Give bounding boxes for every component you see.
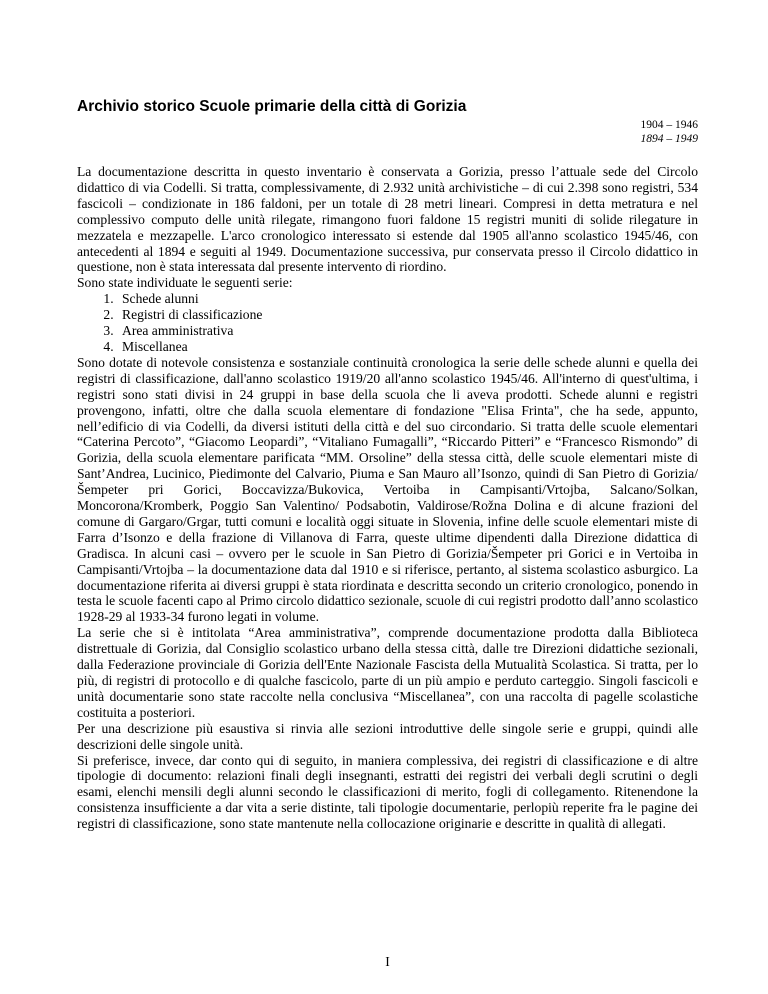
paragraph-area-amministrativa: La serie che si è intitolata “Area amministrativa”, comprende documentazione prodotta dalla Biblioteca distrettuale di Gorizia, dal Consiglio scolastico urbano della stessa città, dalle tre Direzioni didattiche sezionali, dalla Federazione provinciale di Gorizia dell'Ente Nazionale Fascista della Mutualità Scolastica. Si tratta, per lo più, di registri di protocollo e di qualche fascicolo, parte di un più ampio e perduto carteggio. Singoli fascicoli e unità documentarie sono state raccolte nella conclusiva “Miscellanea”, con una raccolta di pagelle scolastiche costituita a posteriori.	[77, 625, 698, 720]
series-item-area-amministrativa: 3. Area amministrativa	[117, 323, 698, 339]
series-item-schede-alunni: 1. Schede alunni	[117, 291, 698, 307]
series-item-miscellanea: 4. Miscellanea	[117, 339, 698, 355]
paragraph-rinvio: Per una descrizione più esaustiva si rinvia alle sezioni introduttive delle singole serie e gruppi, quindi alle descrizioni delle singole unità.	[77, 720, 698, 752]
series-list	[77, 291, 698, 355]
date-range-primary: 1904 – 1946	[640, 119, 698, 131]
document-body	[77, 164, 698, 832]
paragraph-series-intro: Sono state individuate le seguenti serie:	[77, 275, 293, 291]
paragraph-allegati: Si preferisce, invece, dar conto qui di seguito, in maniera complessiva, dei registri di classificazione e di altre tipologie di documento: relazioni finali degli insegnanti, estratti dei registri dei verbali degli scrutini o degli esami, elenchi mensili degli alunni secondo le classificazioni di merito, fogli di collegamento. Ritenendone la consistenza insufficiente a dar vita a serie distinte, tali tipologie documentarie, perlopiù reperite fra le pagine dei registri di classificazione, sono state mantenute nella collocazione originarie e descritte in qualità di allegati.	[77, 752, 698, 832]
series-item-registri-classificazione: 2. Registri di classificazione	[117, 307, 698, 323]
document-page	[77, 0, 698, 994]
page-number: I	[385, 954, 390, 969]
paragraph-schede-registri: Sono dotate di notevole consistenza e sostanziale continuità cronologica la serie delle schede alunni e quella dei registri di classificazione, dall'anno scolastico 1919/20 all'anno scolastico 1945/46. All'interno di quest'ultima, i registri sono stati divisi in 24 gruppi in base della scuola che li aveva prodotti. Schede alunni e registri provengono, infatti, oltre che dalla scuola elementare di fondazione "Elisa Frinta", che ha sede, appunto, nell’edificio di via Codelli, da diversi istituti della città e del suo circondario. Si tratta delle scuole elementari “Caterina Percoto”, “Giacomo Leopardi”, “Vitaliano Fumagalli”, “Riccardo Pitteri” e “Francesco Rismondo” di Gorizia, della scuola elementare parificata “MM. Orsoline” della stessa città, delle scuole elementari miste di Sant’Andrea, Lucinico, Piedimonte del Calvario, Piuma e San Mauro all’Isonzo, quindi di San Pietro di Gorizia/Šempeter pri Gorici, Boccavizza/Bukovica, Vertoiba in Campisanti/Vrtojba, Salcano/Solkan, Moncorona/Kromberk, Poggio San Valentino/ Podsabotin, Valdirose/Rožna Dolina e di alcune frazioni del comune di Gargaro/Grgar, tutti comuni e località oggi situate in Slovenia, infine delle scuole elementari miste di Farra d’Isonzo e della frazione di Villanova di Farra, queste ultime dipendenti dalla Direzione didattica di Gradisca. In alcuni casi – ovvero per le scuole in San Pietro di Gorizia/Šempeter pri Gorici e in Vertoiba in Campisanti/Vrtojba – la documentazione data dal 1910 e si riferisce, pertanto, al sistema scolastico asburgico. La documentazione riferita ai diversi gruppi è stata riordinata e descritta secondo un criterio cronologico, ponendo in testa le scuole facenti capo al Primo circolo didattico sezionale, scuole di cui registri prodotto dall’anno scolastico 1928-29 al 1933-34 furono legati in volume.	[77, 354, 698, 625]
date-range-secondary: 1894 – 1949	[640, 133, 698, 145]
date-range	[641, 118, 699, 146]
document-title: Archivio storico Scuole primarie della città di Gorizia	[77, 98, 467, 115]
paragraph-intro: La documentazione descritta in questo inventario è conservata a Gorizia, presso l’attuale sede del Circolo didattico di via Codelli. Si tratta, complessivamente, di 2.932 unità archivistiche – di cui 2.398 sono registri, 534 fascicoli – condizionate in 186 faldoni, per un totale di 28 metri lineari. Compresi in detta metratura e nel complessivo computo delle unità rilegate, rimangono fuori faldone 15 registri muniti di solide rilegature in mezzatela e mezzapelle. L'arco cronologico interessato si estende dal 1905 all'anno scolastico 1945/46, con antecedenti al 1894 e seguiti al 1949. Documentazione successiva, pur conservata presso il Circolo didattico in questione, non è stata interessata dal presente intervento di riordino.	[77, 164, 698, 275]
